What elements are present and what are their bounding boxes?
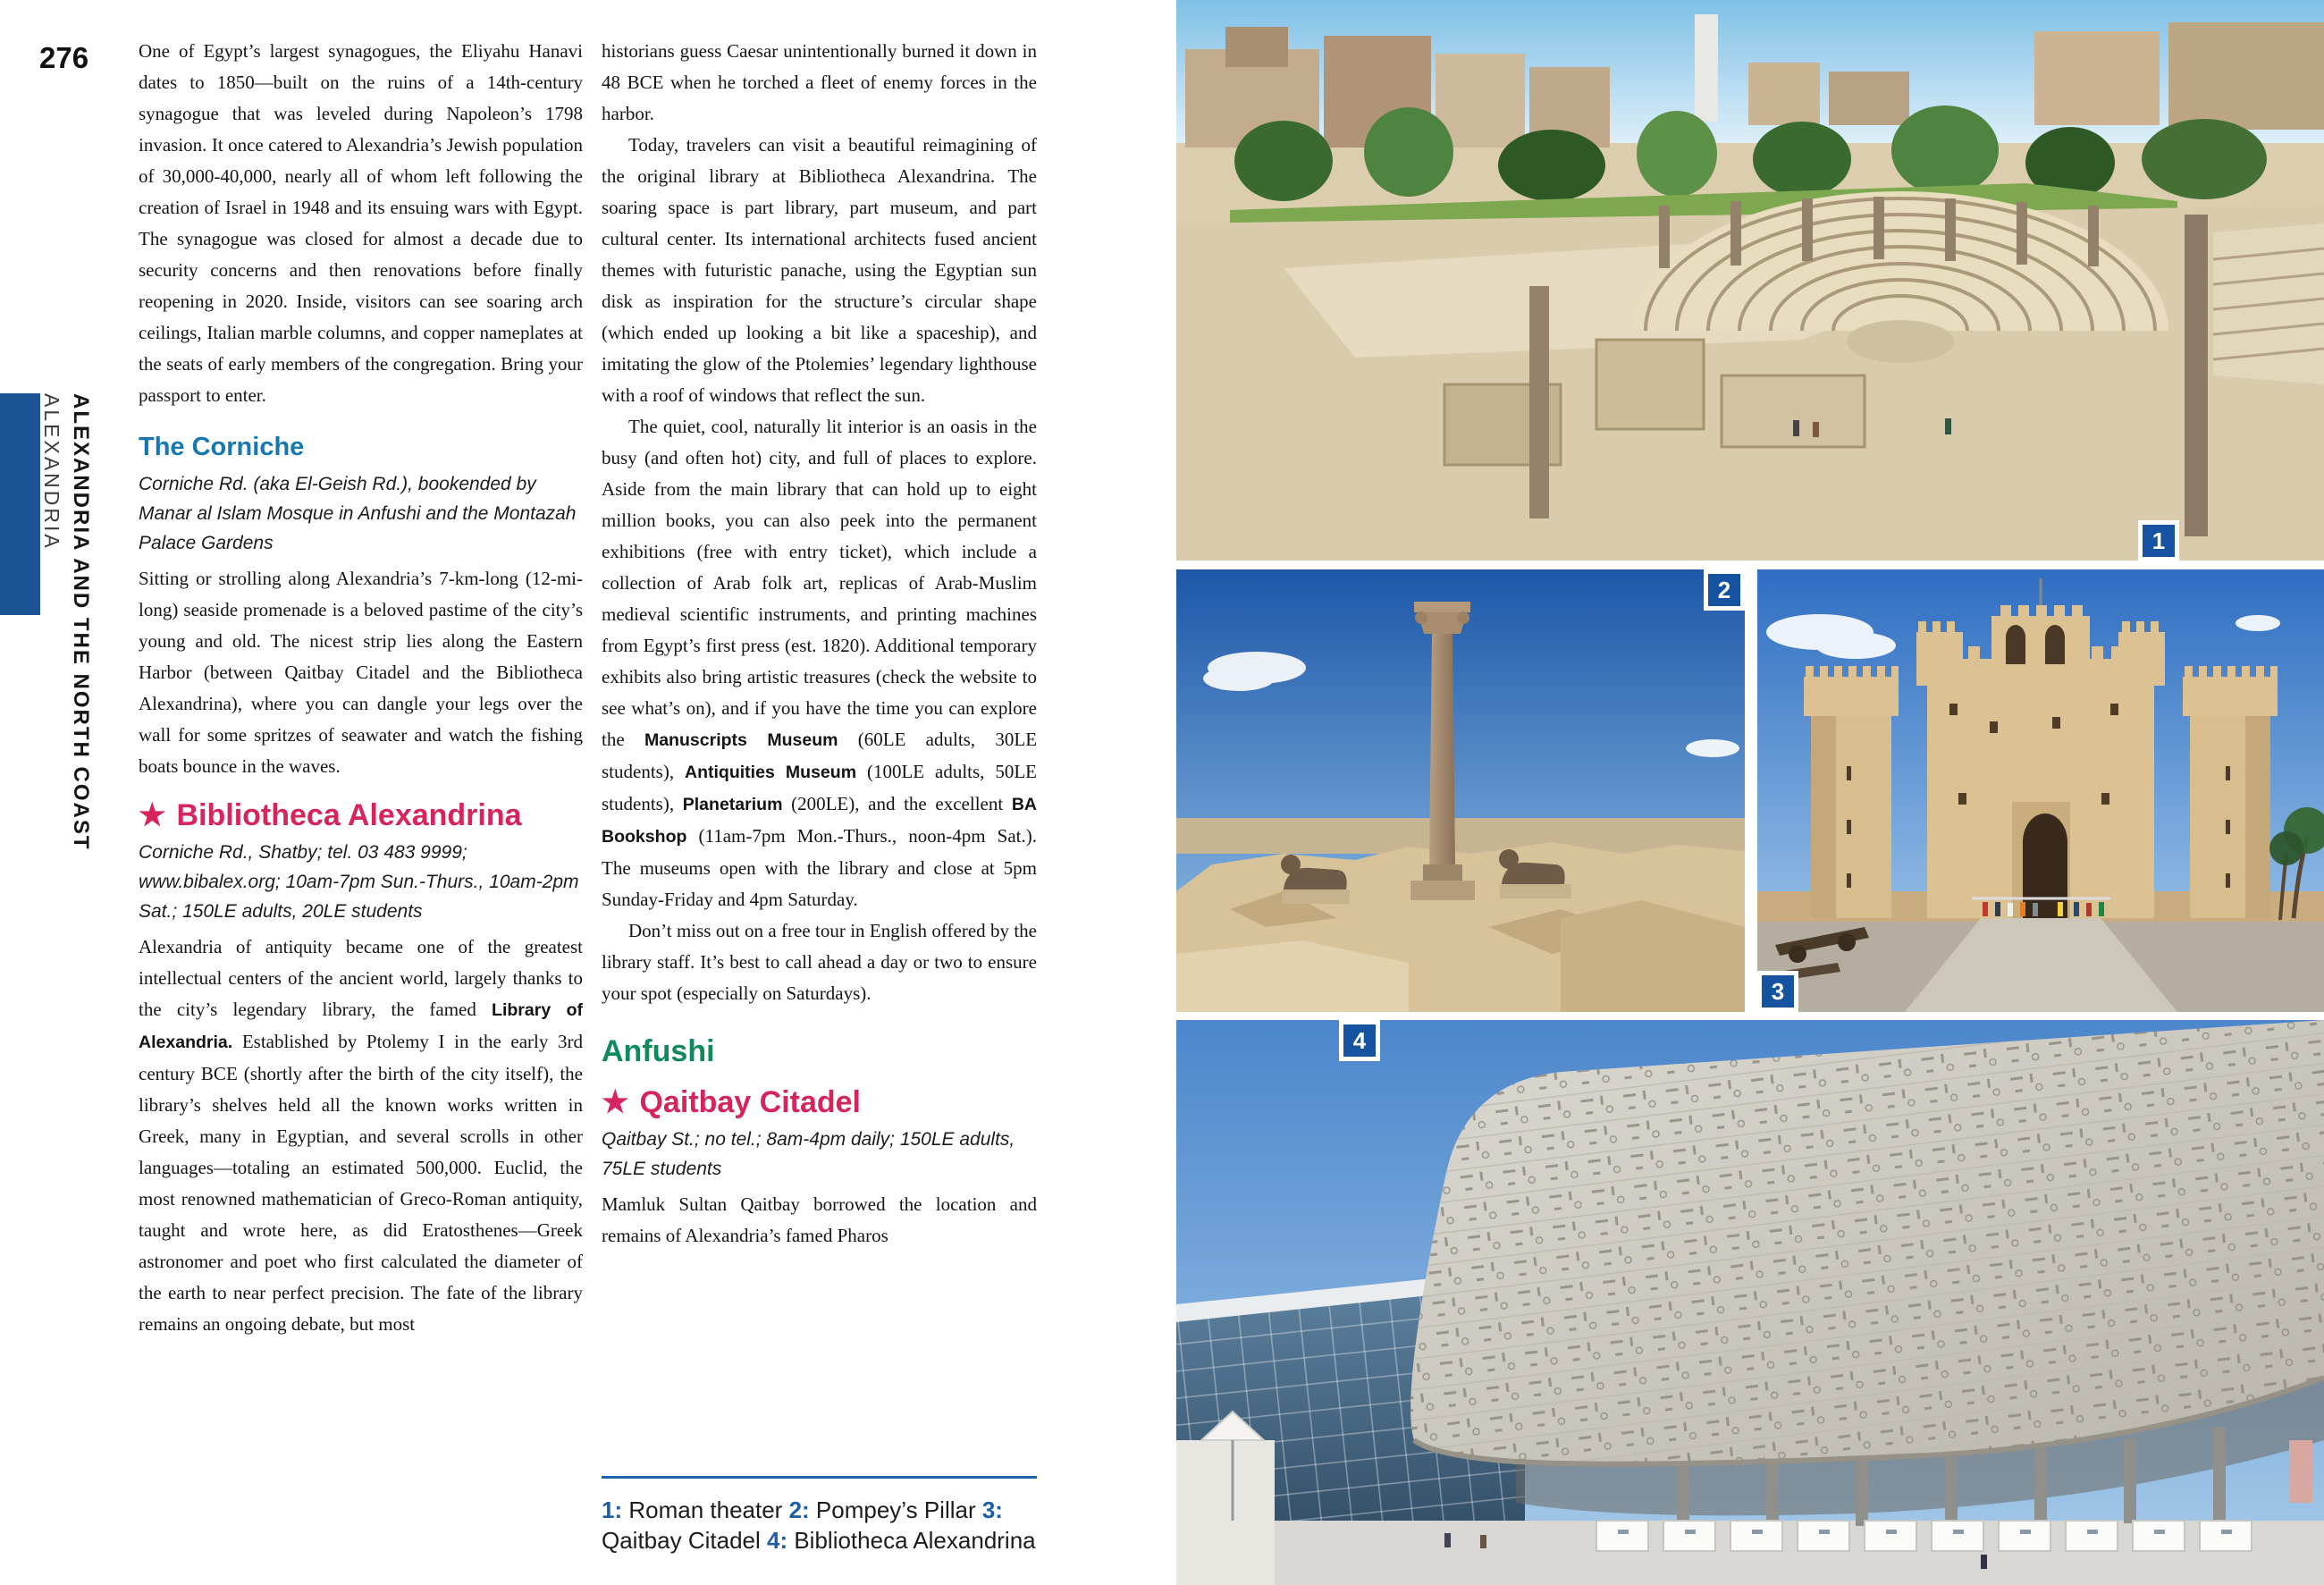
body-paragraph: Today, travelers can visit a beautiful reimagining of the original library at Bibliotheca Alexandrina. The soaring space is part library, part museum, and part cultural center. Its international architects fused ancient themes with futuristic panache, using the Egyptian sun disk as inspiration for the structure’s circular shape (which ended up looking a bit like a spaceship), and imitating the glow of the Ptolemies’ legendary lighthouse with a roof of windows that reflect the sun. — [602, 134, 1037, 406]
photo-pompeys-pillar — [1176, 569, 1745, 1012]
column-1 — [139, 36, 583, 1585]
body-paragraph: Alexandria of antiquity became one of the greatest intellectual centers of the ancient world, largely thanks to the city’s legendary library, the famed Library of Alexandria. Established by Ptolemy I in the early 3rd century BCE (shortly after the birth of the city itself), the library’s shelves held all the known works written in Greek, many in Egyptian, and several scrolls in other languages—totaling an estimated 500,000. Euclid, the most renowned mathematician of Greco-Roman antiquity, taught and wrote here, as did Eratosthenes—Greek astronomer and poet who first calculated the diameter of the earth to near perfect precision. The fate of the library remains an ongoing debate, but most — [139, 936, 583, 1335]
section-heading: The Corniche — [139, 433, 305, 461]
listing-details: Corniche Rd. (aka El-Geish Rd.), bookended by Manar al Islam Mosque in Anfushi and the Montazah Palace Gardens — [139, 474, 577, 553]
photo-number-badge-1: 1 — [2138, 520, 2179, 561]
area-heading: Anfushi — [602, 1034, 715, 1068]
photo-bibliotheca-alexandrina — [1176, 1020, 2324, 1585]
pompeys-pillar-illustration — [1176, 569, 1745, 1012]
column-2 — [602, 36, 1037, 1585]
body-paragraph: The quiet, cool, naturally lit interior is an oasis in the busy (and often hot) city, and full of places to explore. Aside from the main library that can hold up to eight million books, you can also peek into the permanent exhibitions (free with entry ticket), which include a collection of Arab folk art, replicas of Arab-Muslim medieval scientific instruments, and printing machines from Egypt’s first press (est. 1820). Additional temporary exhibits also bring artistic treasures (check the website to see what’s on), and if you have the time you can explore the Manuscripts Museum (60LE adults, 30LE students), Antiquities Museum (100LE adults, 50LE students), Planetarium (200LE), and the excellent BA Bookshop (11am-7pm Mon.-Thurs., noon-4pm Sat.). The museums open with the library and close at 5pm Sunday-Friday and 4pm Saturday. — [602, 416, 1037, 910]
starred-section-heading: ★ Bibliotheca Alexandrina — [139, 798, 522, 832]
top-pick-star-icon: ★ — [602, 1085, 629, 1119]
photo-number-badge-2: 2 — [1704, 569, 1745, 611]
roman-theater-illustration — [1176, 0, 2324, 561]
page-number: 276 — [39, 41, 89, 74]
photo-qaitbay-citadel — [1757, 569, 2324, 1012]
listing-details: Qaitbay St.; no tel.; 8am-4pm daily; 150LE adults, 75LE students — [602, 1129, 1015, 1179]
photo-caption — [602, 1476, 1037, 1555]
chapter-title-vertical: ALEXANDRIA — [40, 393, 63, 551]
qaitbay-citadel-illustration — [1757, 569, 2324, 1012]
body-paragraph: Sitting or strolling along Alexandria’s 7-km-long (12-mi-long) seaside promenade is a beloved pastime of the city’s young and old. The nicest strip lies along the Eastern Harbor (between Qaitbay Citadel and the Bibliotheca Alexandrina), where you can dangle your legs over the wall for some spritzes of seawater and watch the fishing boats bounce in the waves. — [139, 568, 583, 777]
photo-roman-theater — [1176, 0, 2324, 561]
series-title-vertical: ALEXANDRIA AND THE NORTH COAST — [69, 393, 93, 851]
bibliotheca-illustration — [1176, 1020, 2324, 1585]
body-paragraph: One of Egypt’s largest synagogues, the Eliyahu Hanavi dates to 1850—built on the ruins of a 14th-century synagogue that was leveled during Napoleon’s 1798 invasion. It once catered to Alexandria’s Jewish population of 30,000-40,000, nearly all of whom left following the creation of Israel in 1948 and its ensuing wars with Egypt. The synagogue was closed for almost a decade due to security concerns and then renovations before finally reopening in 2020. Inside, visitors can see soaring arch ceilings, Italian marble columns, and copper nameplates at the seats of early members of the congregation. Bring your passport to enter. — [139, 40, 583, 406]
caption-divider — [602, 1476, 1037, 1479]
chapter-tab-bar — [0, 393, 40, 615]
body-paragraph: historians guess Caesar unintentionally burned it down in 48 BCE when he torched a fleet of enemy forces in the harbor. — [602, 40, 1037, 124]
starred-section-heading: ★ Qaitbay Citadel — [602, 1085, 861, 1119]
body-paragraph: Don’t miss out on a free tour in English offered by the library staff. It’s best to call ahead a day or two to ensure your spot (especially on Saturdays). — [602, 920, 1037, 1004]
top-pick-star-icon: ★ — [139, 798, 166, 832]
listing-details: Corniche Rd., Shatby; tel. 03 483 9999; www.bibalex.org; 10am-7pm Sun.-Thurs., 10am-2pm Sat.; 150LE adults, 20LE students — [139, 842, 579, 922]
photo-number-badge-4: 4 — [1339, 1020, 1380, 1061]
photo-number-badge-3: 3 — [1757, 971, 1798, 1012]
photo-caption-text: 1: Roman theater 2: Pompey’s Pillar 3: Qaitbay Citadel 4: Bibliotheca Alexandrina — [602, 1496, 1036, 1554]
body-paragraph: Mamluk Sultan Qaitbay borrowed the location and remains of Alexandria’s famed Pharos — [602, 1193, 1037, 1246]
